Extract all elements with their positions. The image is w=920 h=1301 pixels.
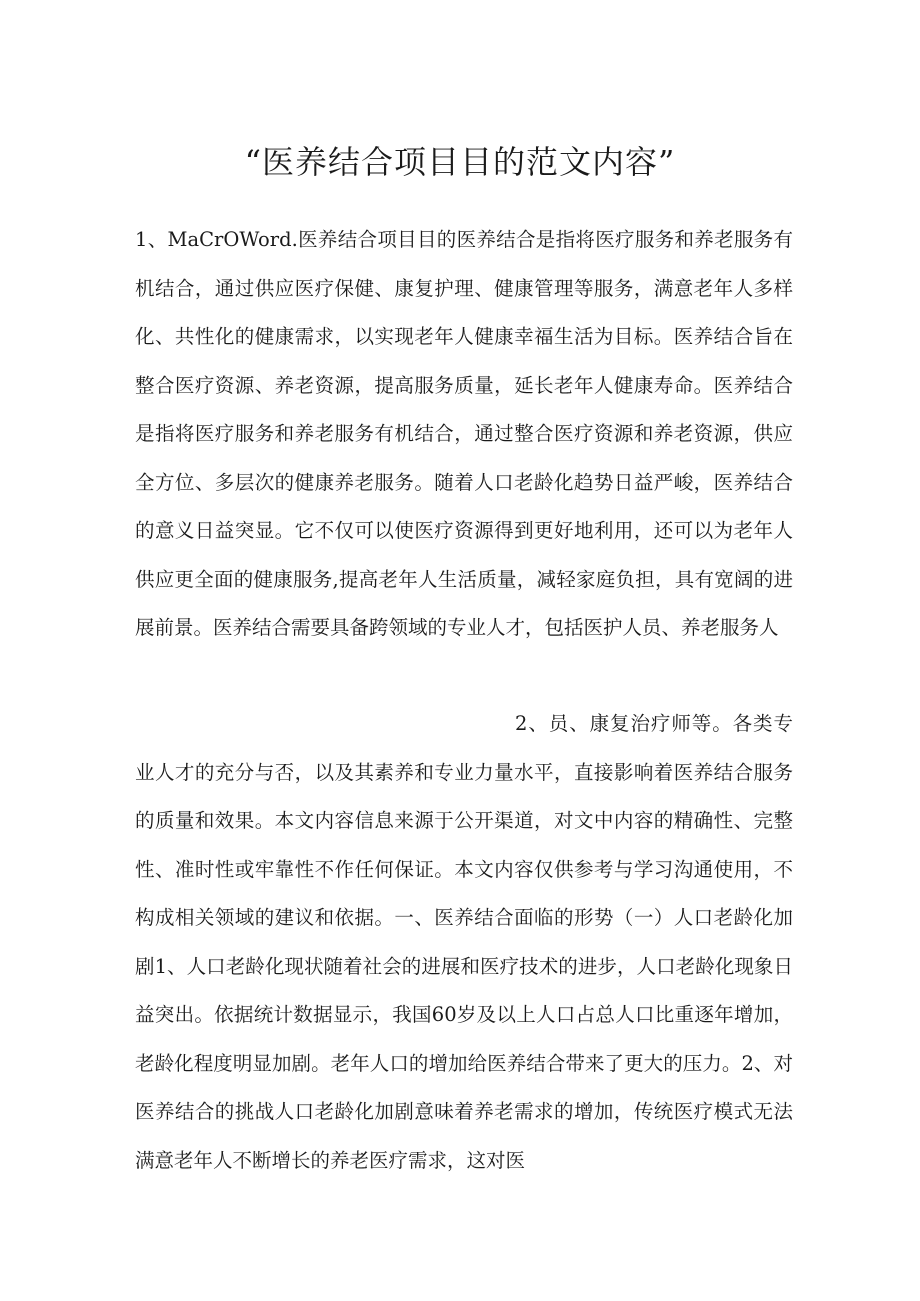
paragraph-1: 1、MaCrOWord.医养结合项目目的医养结合是指将医疗服务和养老服务有机结合，通过供应医疗保健、康复护理、健康管理等服务，满意老年人多样化、共性化的健康需求，以实现老年人健康幸福生活为目标。医养结合旨在整合医疗资源、养老资源，提高服务质量，延长老年人健康寿命。医养结合是指将医疗服务和养老服务有机结合，通过整合医疗资源和养老资源，供应全方位、多层次的健康养老服务。随着人口老龄化趋势日益严峻，医养结合的意义日益突显。它不仅可以使医疗资源得到更好地利用，还可以为老年人供应更全面的健康服务,提高老年人生活质量，减轻家庭负担，具有宽阔的进展前景。医养结合需要具备跨领域的专业人才，包括医护人员、养老服务人 — [135, 228, 793, 639]
document-title: “医养结合项目目的范文内容” — [244, 143, 676, 181]
paragraph-2: 2、员、康复治疗师等。各类专业人才的充分与否，以及其素养和专业力量水平，直接影响着医养结合服务的质量和效果。本文内容信息来源于公开渠道，对文中内容的精确性、完整性、准时性或牢靠性不作任何保证。本文内容仅供参考与学习沟通使用，不构成相关领域的建议和依据。一、医养结合面临的形势（一）人口老龄化加剧1、人口老龄化现状随着社会的进展和医疗技术的进步，人口老龄化现象日益突出。依据统计数据显示，我国60岁及以上人口占总人口比重逐年增加，老龄化程度明显加剧。老年人口的增加给医养结合带来了更大的压力。2、对医养结合的挑战人口老龄化加剧意味着养老需求的增加，传统医疗模式无法满意老年人不断增长的养老医疗需求，这对医 — [135, 712, 793, 1172]
